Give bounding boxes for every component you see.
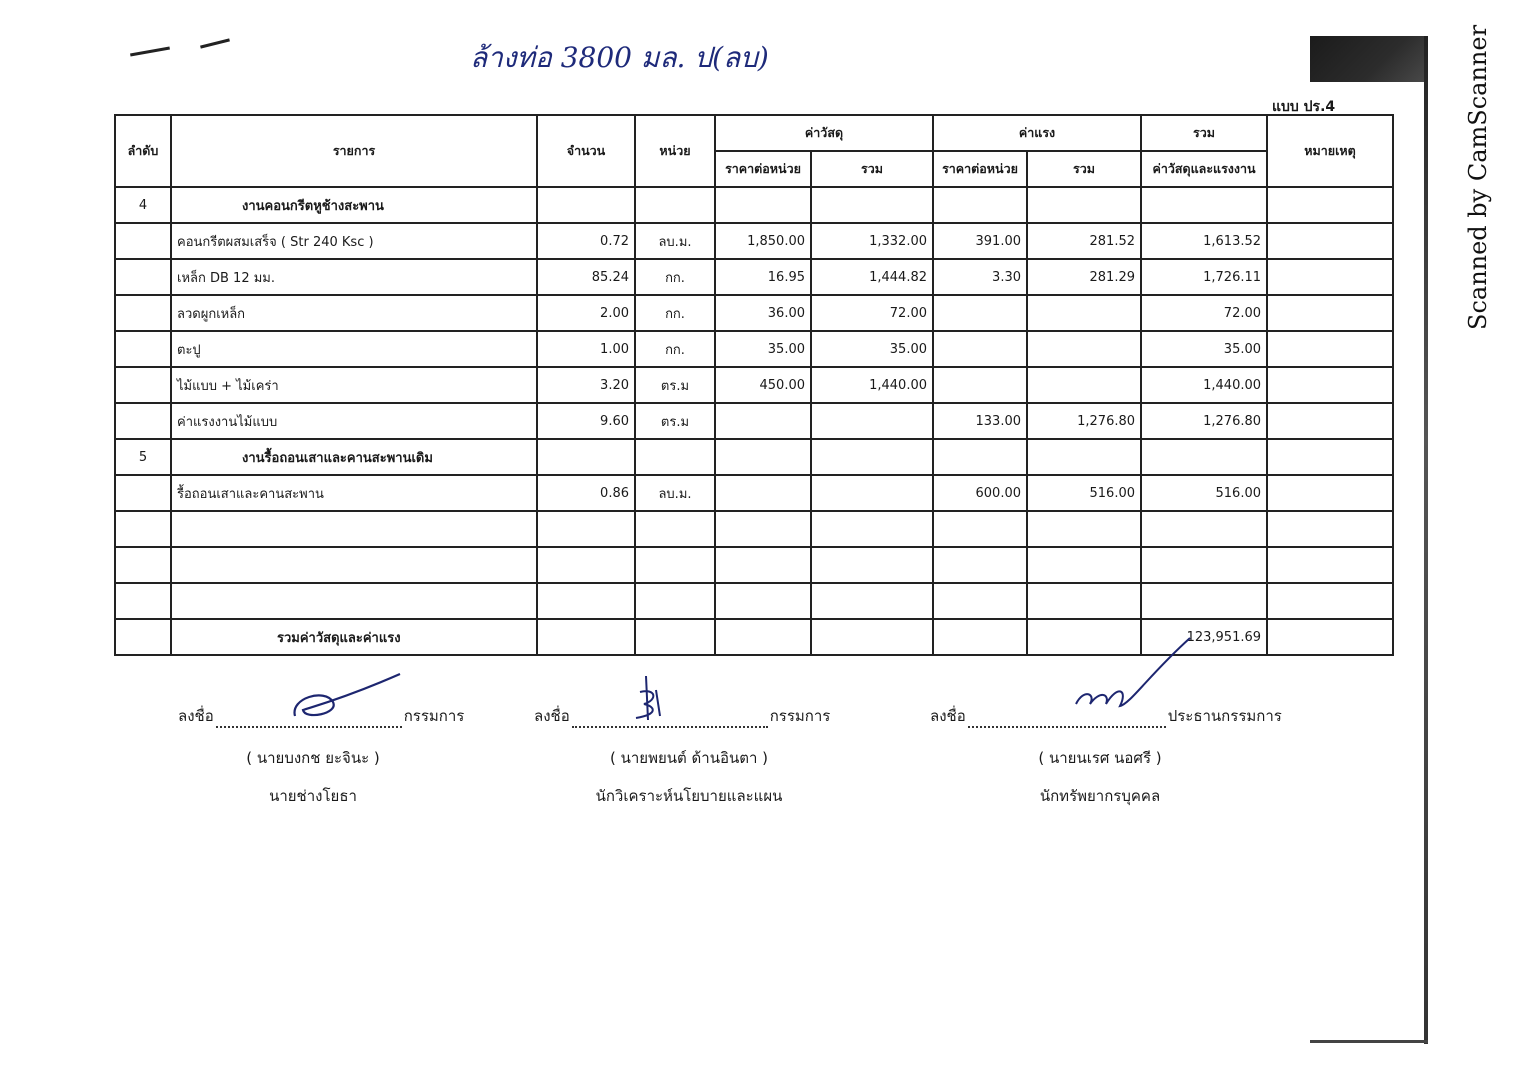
header-labor-unit-price: ราคาต่อหน่วย (933, 151, 1027, 187)
cell-unit: ตร.ม (635, 367, 715, 403)
cell-material-sum (811, 403, 933, 439)
watermark-text: Scanned by CamScanner (1464, 24, 1492, 330)
cell-material-sum (811, 187, 933, 223)
table-row (115, 475, 1393, 511)
scan-edge-right (1424, 36, 1428, 1044)
signer-position: นายช่างโยธา (269, 787, 357, 805)
cell-total: 1,440.00 (1141, 367, 1267, 403)
section-row (115, 439, 1393, 475)
header-material: ค่าวัสดุ (715, 115, 933, 151)
cell-item: คอนกรีตผสมเสร็จ ( Str 240 Ksc ) (171, 223, 537, 259)
cell-material-sum: 35.00 (811, 331, 933, 367)
cell-material-unit-price: 35.00 (715, 331, 811, 367)
header-qty: จำนวน (537, 115, 635, 187)
cell-qty: 3.20 (537, 367, 635, 403)
cell-labor-unit-price (933, 295, 1027, 331)
scan-mark (130, 47, 170, 57)
cell-remark (1267, 367, 1393, 403)
scan-shadow-corner (1310, 36, 1428, 82)
table-row (115, 331, 1393, 367)
header-labor-sum: รวม (1027, 151, 1141, 187)
handwritten-note: ล้างท่อ 3800 มล. ป(ลบ) (470, 41, 769, 74)
cell-material-sum (811, 439, 933, 475)
table-footer (115, 511, 1393, 655)
cell-item: รื้อถอนเสาและคานสะพาน (171, 475, 537, 511)
cell-labor-unit-price: 600.00 (933, 475, 1027, 511)
empty-row (115, 583, 1393, 619)
cell-total: 1,726.11 (1141, 259, 1267, 295)
cell-item: ค่าแรงงานไม้แบบ (171, 403, 537, 439)
cell-material-unit-price: 36.00 (715, 295, 811, 331)
cell-labor-sum: 1,276.80 (1027, 403, 1141, 439)
signature-block-2 (534, 704, 844, 808)
cell-remark (1267, 187, 1393, 223)
header-remark: หมายเหตุ (1267, 115, 1393, 187)
signer-position: นักวิเคราะห์นโยบายและแผน (595, 787, 783, 805)
cell-total: 35.00 (1141, 331, 1267, 367)
grand-total-row (115, 619, 1393, 655)
cell-total: 72.00 (1141, 295, 1267, 331)
cell-seq (115, 223, 171, 259)
cell-labor-unit-price (933, 367, 1027, 403)
cell-qty: 1.00 (537, 331, 635, 367)
cell-seq (115, 295, 171, 331)
cell-material-unit-price: 16.95 (715, 259, 811, 295)
sign-prefix: ลงชื่อ (930, 707, 966, 725)
cell-labor-unit-price: 3.30 (933, 259, 1027, 295)
signer-position: นักทรัพยากรบุคคล (1039, 787, 1161, 805)
cell-item: เหล็ก DB 12 มม. (171, 259, 537, 295)
cell-total: 1,613.52 (1141, 223, 1267, 259)
cell-remark (1267, 295, 1393, 331)
cell-qty: 9.60 (537, 403, 635, 439)
cell-unit (635, 439, 715, 475)
cell-material-unit-price (715, 475, 811, 511)
cell-seq (115, 259, 171, 295)
signature-block-3 (930, 704, 1300, 808)
cell-material-sum: 1,440.00 (811, 367, 933, 403)
cell-labor-sum (1027, 187, 1141, 223)
cell-material-sum: 1,444.82 (811, 259, 933, 295)
signature-scribble-3 (1070, 634, 1200, 714)
cell-remark (1267, 439, 1393, 475)
cell-labor-unit-price (933, 187, 1027, 223)
grand-total-label: รวมค่าวัสดุและค่าแรง (171, 619, 537, 655)
cell-labor-sum: 516.00 (1027, 475, 1141, 511)
cell-unit: ลบ.ม. (635, 475, 715, 511)
table-row (115, 367, 1393, 403)
sign-role: กรรมการ (769, 707, 831, 725)
header-material-unit-price: ราคาต่อหน่วย (715, 151, 811, 187)
empty-row (115, 547, 1393, 583)
cell-qty: 85.24 (537, 259, 635, 295)
table-row (115, 259, 1393, 295)
empty-row (115, 511, 1393, 547)
cell-unit: กก. (635, 259, 715, 295)
signer-name: ( นายพยนต์ ด้านอินตา ) (610, 749, 768, 767)
cell-material-unit-price: 1,850.00 (715, 223, 811, 259)
signature-scribble-1 (285, 668, 405, 728)
cell-total: 1,276.80 (1141, 403, 1267, 439)
cell-seq (115, 403, 171, 439)
cell-seq (115, 475, 171, 511)
signature-scribble-2 (626, 670, 676, 730)
form-code: แบบ ปร.4 (1272, 99, 1336, 115)
cell-qty (537, 187, 635, 223)
sign-prefix: ลงชื่อ (534, 707, 570, 725)
cell-remark (1267, 331, 1393, 367)
cell-material-sum: 72.00 (811, 295, 933, 331)
header-labor: ค่าแรง (933, 115, 1141, 151)
header-unit: หน่วย (635, 115, 715, 187)
cell-material-unit-price (715, 439, 811, 475)
cell-unit: ตร.ม (635, 403, 715, 439)
cell-labor-sum (1027, 331, 1141, 367)
cell-seq: 5 (115, 439, 171, 475)
cell-labor-sum: 281.52 (1027, 223, 1141, 259)
cell-qty: 0.86 (537, 475, 635, 511)
grand-total-value: 123,951.69 (1141, 619, 1267, 655)
cell-labor-unit-price: 133.00 (933, 403, 1027, 439)
header-total: รวม (1141, 115, 1267, 151)
cell-total (1141, 187, 1267, 223)
cell-labor-unit-price: 391.00 (933, 223, 1027, 259)
cell-item: งานรื้อถอนเสาและคานสะพานเดิม (171, 439, 537, 475)
cell-material-sum (811, 475, 933, 511)
cell-remark (1267, 475, 1393, 511)
cell-material-unit-price (715, 403, 811, 439)
signer-name: ( นายบงกช ยะจินะ ) (246, 749, 380, 767)
cell-seq (115, 367, 171, 403)
cell-labor-sum: 281.29 (1027, 259, 1141, 295)
cell-qty: 0.72 (537, 223, 635, 259)
scan-mark (200, 38, 230, 48)
header-material-sum: รวม (811, 151, 933, 187)
cell-item: ลวดผูกเหล็ก (171, 295, 537, 331)
cell-item: ตะปู (171, 331, 537, 367)
cell-labor-sum (1027, 439, 1141, 475)
header-item: รายการ (171, 115, 537, 187)
table-row (115, 223, 1393, 259)
cell-labor-unit-price (933, 331, 1027, 367)
sign-role: ประธานกรรมการ (1167, 707, 1282, 725)
section-row (115, 187, 1393, 223)
cell-material-sum: 1,332.00 (811, 223, 933, 259)
cell-seq: 4 (115, 187, 171, 223)
cell-labor-sum (1027, 295, 1141, 331)
header-seq: ลำดับ (115, 115, 171, 187)
cell-labor-sum (1027, 367, 1141, 403)
bill-of-quantities-table (114, 114, 1394, 656)
sign-prefix: ลงชื่อ (178, 707, 214, 725)
cell-unit: กก. (635, 331, 715, 367)
cell-qty (537, 439, 635, 475)
cell-material-unit-price (715, 187, 811, 223)
table-body (115, 187, 1393, 511)
cell-remark (1267, 223, 1393, 259)
cell-remark (1267, 403, 1393, 439)
table-row (115, 403, 1393, 439)
cell-unit: กก. (635, 295, 715, 331)
cell-unit (635, 187, 715, 223)
cell-total (1141, 439, 1267, 475)
cell-material-unit-price: 450.00 (715, 367, 811, 403)
scan-edge-bottom (1310, 1040, 1428, 1043)
cell-labor-unit-price (933, 439, 1027, 475)
cell-total: 516.00 (1141, 475, 1267, 511)
sign-role: กรรมการ (403, 707, 465, 725)
signer-name: ( นายนเรศ นอศรี ) (1038, 749, 1162, 767)
cell-unit: ลบ.ม. (635, 223, 715, 259)
cell-seq (115, 331, 171, 367)
cell-remark (1267, 259, 1393, 295)
cell-item: ไม้แบบ + ไม้เคร่า (171, 367, 537, 403)
header-total-sub: ค่าวัสดุและแรงงาน (1141, 151, 1267, 187)
table-row (115, 295, 1393, 331)
cell-item: งานคอนกรีตหูช้างสะพาน (171, 187, 537, 223)
cell-qty: 2.00 (537, 295, 635, 331)
